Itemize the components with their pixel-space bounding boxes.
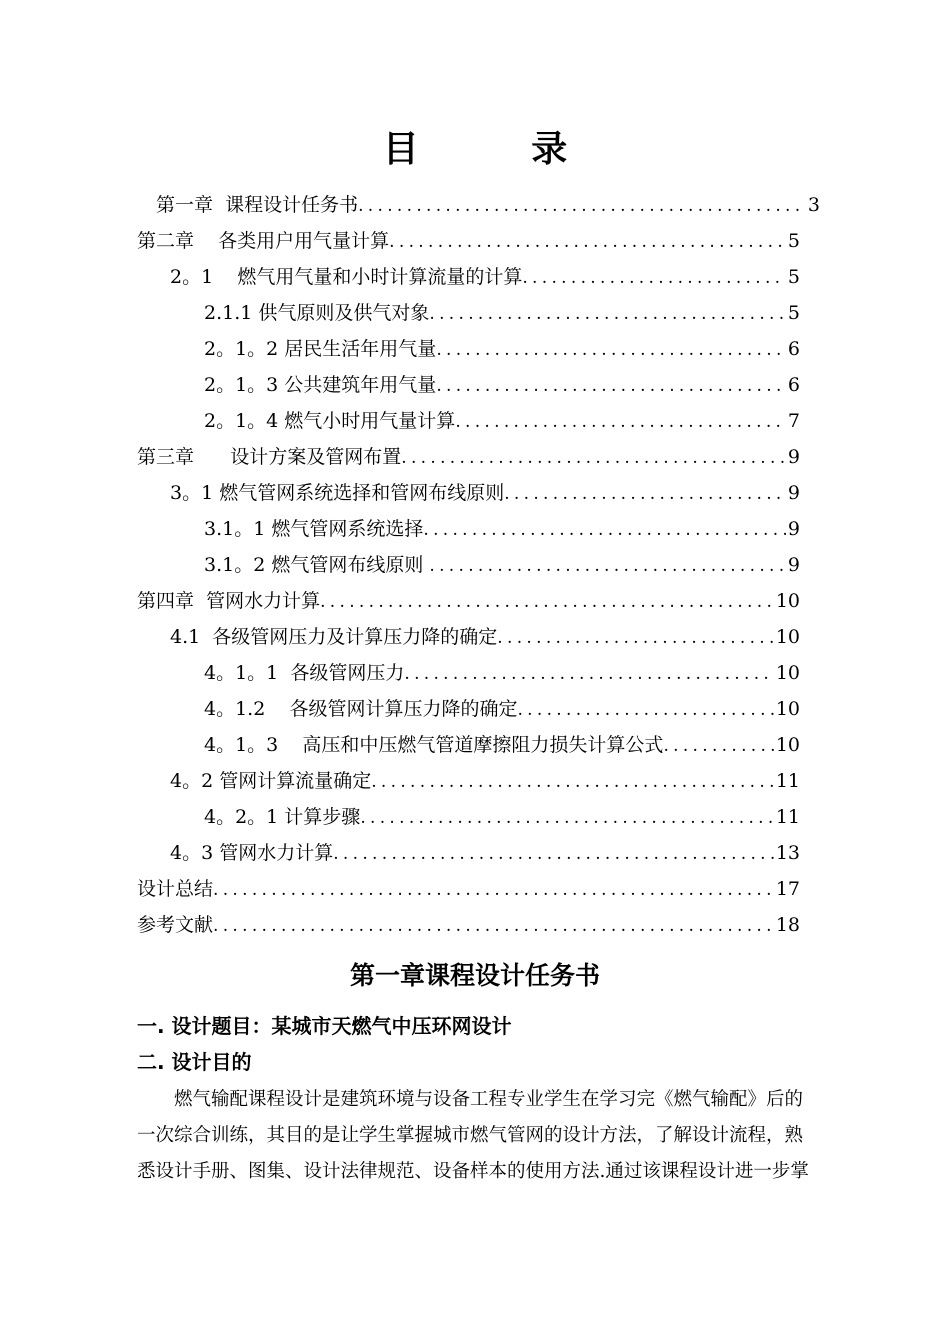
toc-entry-page: 9: [787, 554, 800, 576]
toc-entry-label: 2。1。2 居民生活年用气量: [204, 338, 437, 360]
toc-entry-page: 9: [787, 482, 800, 504]
toc-leader-dots: [213, 875, 774, 905]
toc-entry[interactable]: [137, 910, 800, 940]
toc-leader-dots: [436, 335, 786, 365]
toc-entry-label: 2。1。3 公共建筑年用气量: [204, 374, 437, 396]
toc-entry[interactable]: [204, 370, 800, 400]
toc-leader-dots: [360, 803, 774, 833]
toc-entry-page: 10: [775, 626, 800, 648]
chapter-title: 第一章课程设计任务书: [349, 961, 600, 990]
toc-entry[interactable]: [137, 874, 800, 904]
toc-entry[interactable]: [204, 550, 800, 580]
toc-entry[interactable]: [170, 622, 800, 652]
toc-leader-dots: [389, 227, 786, 257]
toc-entry[interactable]: [170, 838, 800, 868]
toc-entry-label: 4。1。3 高压和中压燃气管道摩擦阻力损失计算公式: [204, 734, 664, 756]
body-paragraph: [137, 1082, 837, 1190]
toc-entry-page: 5: [787, 302, 800, 324]
toc-entry[interactable]: [204, 730, 800, 760]
toc-leader-dots: [517, 695, 773, 725]
toc-entry-page: 6: [787, 374, 800, 396]
toc-leader-dots: [423, 515, 786, 545]
toc-leader-dots: [213, 911, 774, 941]
toc-entry-page: 7: [787, 410, 800, 432]
toc-entry-page: 6: [787, 338, 800, 360]
toc-entry-label: 4。3 管网水力计算: [170, 842, 334, 864]
toc-entry-label: 2。1。4 燃气小时用气量计算: [204, 410, 456, 432]
toc-entry-label: 3.1。2 燃气管网布线原则: [204, 554, 430, 576]
paragraph-line: 一次综合训练，其目的是让学生掌握城市燃气管网的设计方法，了解设计流程，熟: [137, 1125, 804, 1146]
toc-entry-label: 第三章 设计方案及管网布置: [137, 446, 402, 468]
toc-entry-label: 设计总结: [137, 878, 214, 900]
toc-entry[interactable]: [156, 190, 820, 220]
toc-leader-dots: [663, 731, 773, 761]
toc-entry-label: 4。1。1 各级管网压力: [204, 662, 405, 684]
toc-leader-dots: [401, 443, 786, 473]
toc-leader-dots: [358, 191, 806, 221]
toc-entry[interactable]: [170, 478, 800, 508]
toc-leader-dots: [371, 767, 774, 797]
toc-entry-label: 参考文献: [137, 914, 214, 936]
toc-entry-page: 18: [775, 914, 800, 936]
paragraph-line: 燃气输配课程设计是建筑环境与设备工程专业学生在学习完《燃气输配》后的: [174, 1089, 804, 1110]
toc-entry[interactable]: [170, 766, 800, 796]
toc-entry-page: 9: [787, 518, 800, 540]
toc-entry-page: 11: [775, 770, 800, 792]
toc-entry-label: 2。1 燃气用气量和小时计算流量的计算: [170, 266, 523, 288]
toc-entry-label: 2.1.1 供气原则及供气对象: [204, 302, 430, 324]
toc-entry-page: 9: [787, 446, 800, 468]
toc-leader-dots: [429, 551, 786, 581]
toc-entry[interactable]: [204, 802, 800, 832]
toc-leader-dots: [497, 623, 774, 653]
toc-entry[interactable]: [204, 298, 800, 328]
toc-entry-page: 3: [807, 194, 820, 216]
toc-leader-dots: [320, 587, 774, 617]
toc-leader-dots: [436, 371, 786, 401]
toc-leader-dots: [429, 299, 786, 329]
section-heading-design-topic: 一. 设计题目：某城市天燃气中压环网设计: [137, 1014, 512, 1038]
toc-entry-page: 5: [787, 266, 800, 288]
toc-entry-page: 13: [775, 842, 800, 864]
toc-leader-dots: [504, 479, 786, 509]
toc-entry-label: 4。2。1 计算步骤: [204, 806, 361, 828]
toc-title: 目 录: [382, 129, 618, 170]
paragraph-line: 悉设计手册、图集、设计法律规范、设备样本的使用方法.通过该课程设计进一步掌: [137, 1161, 809, 1182]
toc-entry-label: 3。1 燃气管网系统选择和管网布线原则: [170, 482, 505, 504]
toc-leader-dots: [333, 839, 774, 869]
toc-entry-page: 10: [775, 662, 800, 684]
toc-entry-label: 4.1 各级管网压力及计算压力降的确定: [170, 626, 498, 648]
toc-entry[interactable]: [204, 694, 800, 724]
toc-leader-dots: [522, 263, 786, 293]
toc-entry-page: 17: [775, 878, 800, 900]
toc-entry[interactable]: [204, 514, 800, 544]
toc-entry[interactable]: [170, 262, 800, 292]
toc-entry[interactable]: [137, 442, 800, 472]
section-heading-design-purpose: 二. 设计目的: [137, 1050, 252, 1074]
toc-entry[interactable]: [204, 406, 800, 436]
toc-entry-label: 3.1。1 燃气管网系统选择: [204, 518, 424, 540]
toc-entry[interactable]: [137, 586, 800, 616]
toc-entry-label: 4。1.2 各级管网计算压力降的确定: [204, 698, 518, 720]
toc-entry-page: 11: [775, 806, 800, 828]
toc-leader-dots: [455, 407, 786, 437]
toc-entry[interactable]: [204, 334, 800, 364]
toc-entry[interactable]: [204, 658, 800, 688]
toc-entry[interactable]: [137, 226, 800, 256]
toc-entry-page: 5: [787, 230, 800, 252]
toc-entry-page: 10: [775, 590, 800, 612]
toc-entry-page: 10: [775, 698, 800, 720]
toc-entry-label: 第二章 各类用户用气量计算: [137, 230, 390, 252]
toc-entry-label: 第一章 课程设计任务书: [156, 194, 359, 216]
toc-entry-label: 第四章 管网水力计算: [137, 590, 321, 612]
toc-entry-page: 10: [775, 734, 800, 756]
toc-entry-label: 4。2 管网计算流量确定: [170, 770, 372, 792]
toc-leader-dots: [404, 659, 773, 689]
